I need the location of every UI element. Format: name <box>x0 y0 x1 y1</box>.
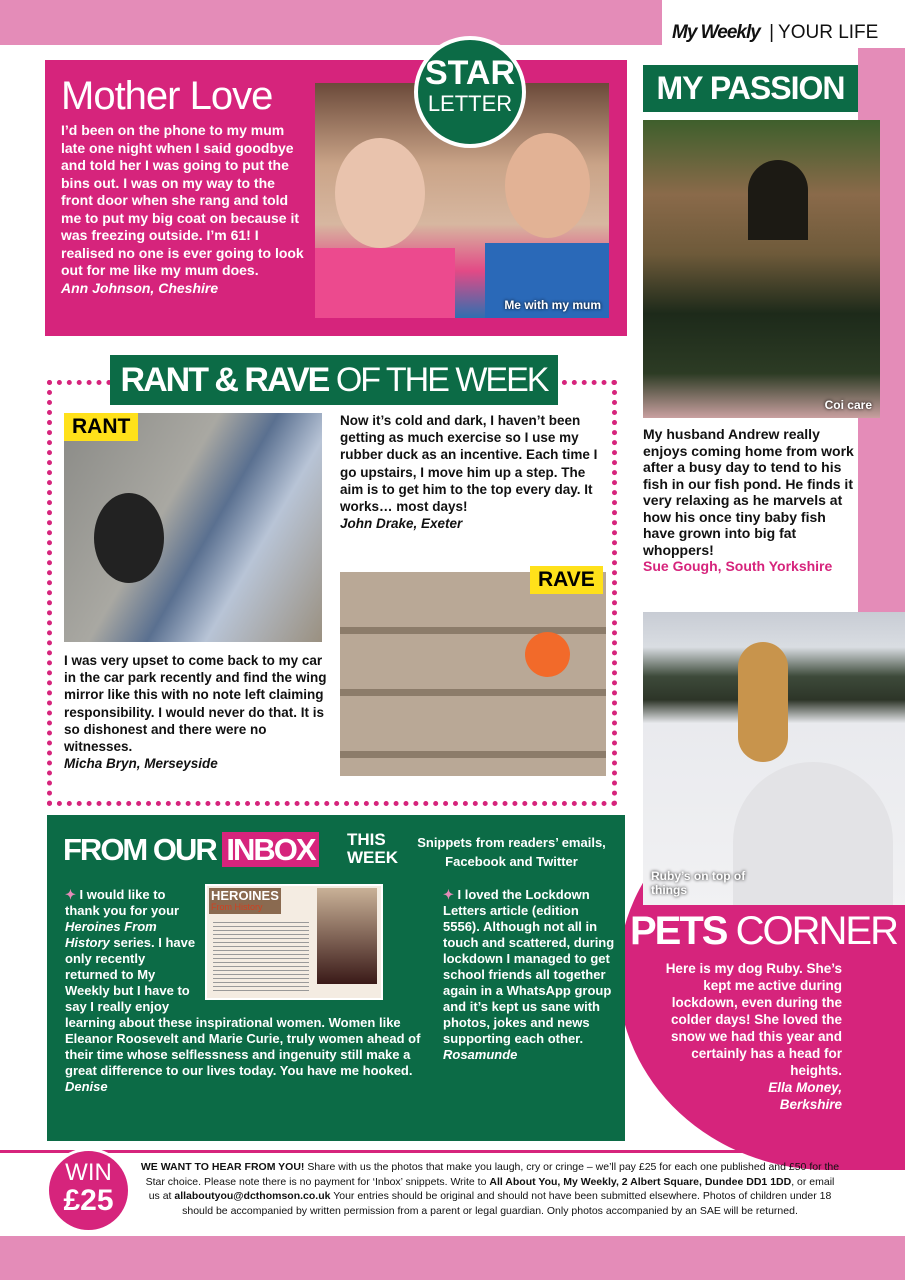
title-a: FROM OUR <box>63 832 216 867</box>
win-badge <box>46 1148 131 1233</box>
this-week <box>347 831 398 867</box>
email-link[interactable]: allaboutyou@dcthomson.co.uk <box>174 1190 331 1202</box>
photo-caption: Me with my mum <box>504 298 601 312</box>
brand-logo: My Weekly <box>672 22 760 43</box>
signature: Sue Gough, South Yorkshire <box>643 558 833 574</box>
duck-photo <box>340 572 606 776</box>
title-light: CORNER <box>735 909 897 953</box>
letter-text: I loved the Lockdown Letters article (edition 5556). Although not all in touch and scattered, during lockdown I managed to get school friends all together again in a WhatsApp group and it’s kept us sane with photos, jokes and news supporting each other. <box>443 887 615 1046</box>
pets-text: Here is my dog Ruby. She’s kept me active during lockdown, even during the colder days! She loved the snow we had this year and certainly has a head for heights. <box>665 961 842 1078</box>
inbox-title <box>63 831 319 869</box>
star-letter-title: Mother Love <box>61 74 273 118</box>
title-bold: PETS <box>630 909 727 953</box>
header: My Weekly | YOUR LIFE <box>672 22 879 43</box>
star-letter-panel <box>45 60 627 336</box>
letter-italic: Heroines From History <box>65 919 157 950</box>
win-amount: £25 <box>63 1184 114 1217</box>
signature-name: Ella Money, <box>768 1080 842 1095</box>
footer-t2: , or email us at <box>148 1175 835 1202</box>
clip-title: HEROINES <box>211 888 279 903</box>
badge-letter: LETTER <box>427 91 513 116</box>
this-label: THIS <box>347 830 386 849</box>
letter-text: I’d been on the phone to my mum late one night when I said goodbye and told her I was going to put the bins out. I was on my way to the front door when she rang and told me to put my big coat on because it was freezing outside. I’m 61! I realised no one is ever going to look out for me like my mum does. <box>61 122 304 278</box>
rave-body <box>340 412 608 532</box>
title-b: INBOX <box>222 832 318 867</box>
pond-photo <box>643 120 880 418</box>
star-letter-body <box>61 122 305 297</box>
letter1-signature: Denise <box>65 1079 108 1094</box>
footer-lead: WE WANT TO HEAR FROM YOU! <box>140 1161 305 1173</box>
bullet-icon: ✦ <box>65 887 76 902</box>
signature: Micha Bryn, Merseyside <box>64 756 218 772</box>
signature: Ann Johnson, Cheshire <box>61 279 219 296</box>
rave-label: RAVE <box>530 566 603 594</box>
badge-star: STAR <box>424 54 516 92</box>
title-light: OF THE WEEK <box>335 361 548 399</box>
signature: John Drake, Exeter <box>340 516 463 532</box>
week-label: WEEK <box>347 848 398 867</box>
photo-caption: Ruby’s on top of things <box>651 869 746 897</box>
win-label: WIN <box>65 1159 112 1186</box>
inbox-panel <box>47 815 625 1141</box>
passion-text: My husband Andrew really enjoys coming home from work after a busy day to tend to his fish in our fish pond. He finds it very relaxing as he marvels at how his once tiny baby fish have grown into big fat whoppers! <box>643 426 854 558</box>
car-photo <box>64 413 322 642</box>
inbox-subtitle: Snippets from readers’ emails, Facebook and Twitter <box>417 835 606 869</box>
star-letter-badge <box>414 36 526 148</box>
passion-title: MY PASSION <box>643 65 858 112</box>
pets-title <box>630 908 897 954</box>
letter-text-b: series. I have only recently returned to My Weekly but I have to say I really enjoy learning about these inspirational women. Women like Eleanor Roosevelt and Marie Curie, truly women ahead of their time whose selflessness and ingenuity still make a great difference to our lives today. You have me hooked. <box>65 935 421 1078</box>
photo-caption: Coi care <box>824 398 872 412</box>
letter-text-a: I would like to thank you for your <box>65 887 180 918</box>
section-name: YOUR LIFE <box>778 22 879 43</box>
inbox-letter-1 <box>65 887 431 1095</box>
top-band <box>0 0 662 45</box>
footer-text <box>140 1160 840 1218</box>
footer-rule <box>0 1150 905 1153</box>
inbox-letter-2 <box>443 887 615 1063</box>
bottom-band <box>0 1236 905 1280</box>
rant-text: I was very upset to come back to my car in the car park recently and find the wing mirror like this with no note left claiming responsibility. I would never do that. It is so dishonest and there were no witnesses. <box>64 653 327 755</box>
clip-subtitle: From History <box>211 902 263 912</box>
dog-photo <box>643 612 905 905</box>
footer-t1: Share with us the photos that make you laugh, cry or cringe – we’ll pay £25 for each one published and £50 for the Star choice. Please note there is no payment for ‘Inbox’ snippets. Write to <box>145 1161 840 1188</box>
rant-rave-title <box>110 355 558 405</box>
title-bold: RANT & RAVE <box>120 361 329 399</box>
rant-body <box>64 652 328 772</box>
rant-label: RANT <box>64 413 138 441</box>
rave-text: Now it’s cold and dark, I haven’t been getting as much exercise so I use my rubber duck as an incentive. Each time I go upstairs, I move him up a step. The aim is to get him to the top every day. It works… most days! <box>340 413 598 515</box>
signature: Rosamunde <box>443 1047 518 1062</box>
passion-body <box>643 426 857 575</box>
pets-body <box>656 960 842 1113</box>
bullet-icon: ✦ <box>443 887 454 902</box>
footer-t3: Your entries should be original and should not have been submitted elsewhere. Photos of children under 18 should be accompanied by written permission from a parent or legal guardian. Only photos accompanied by an SAE will be returned. <box>182 1190 832 1217</box>
signature-place: Berkshire <box>779 1097 842 1112</box>
postal-address: All About You, My Weekly, 2 Albert Square, Dundee DD1 1DD <box>489 1175 792 1188</box>
